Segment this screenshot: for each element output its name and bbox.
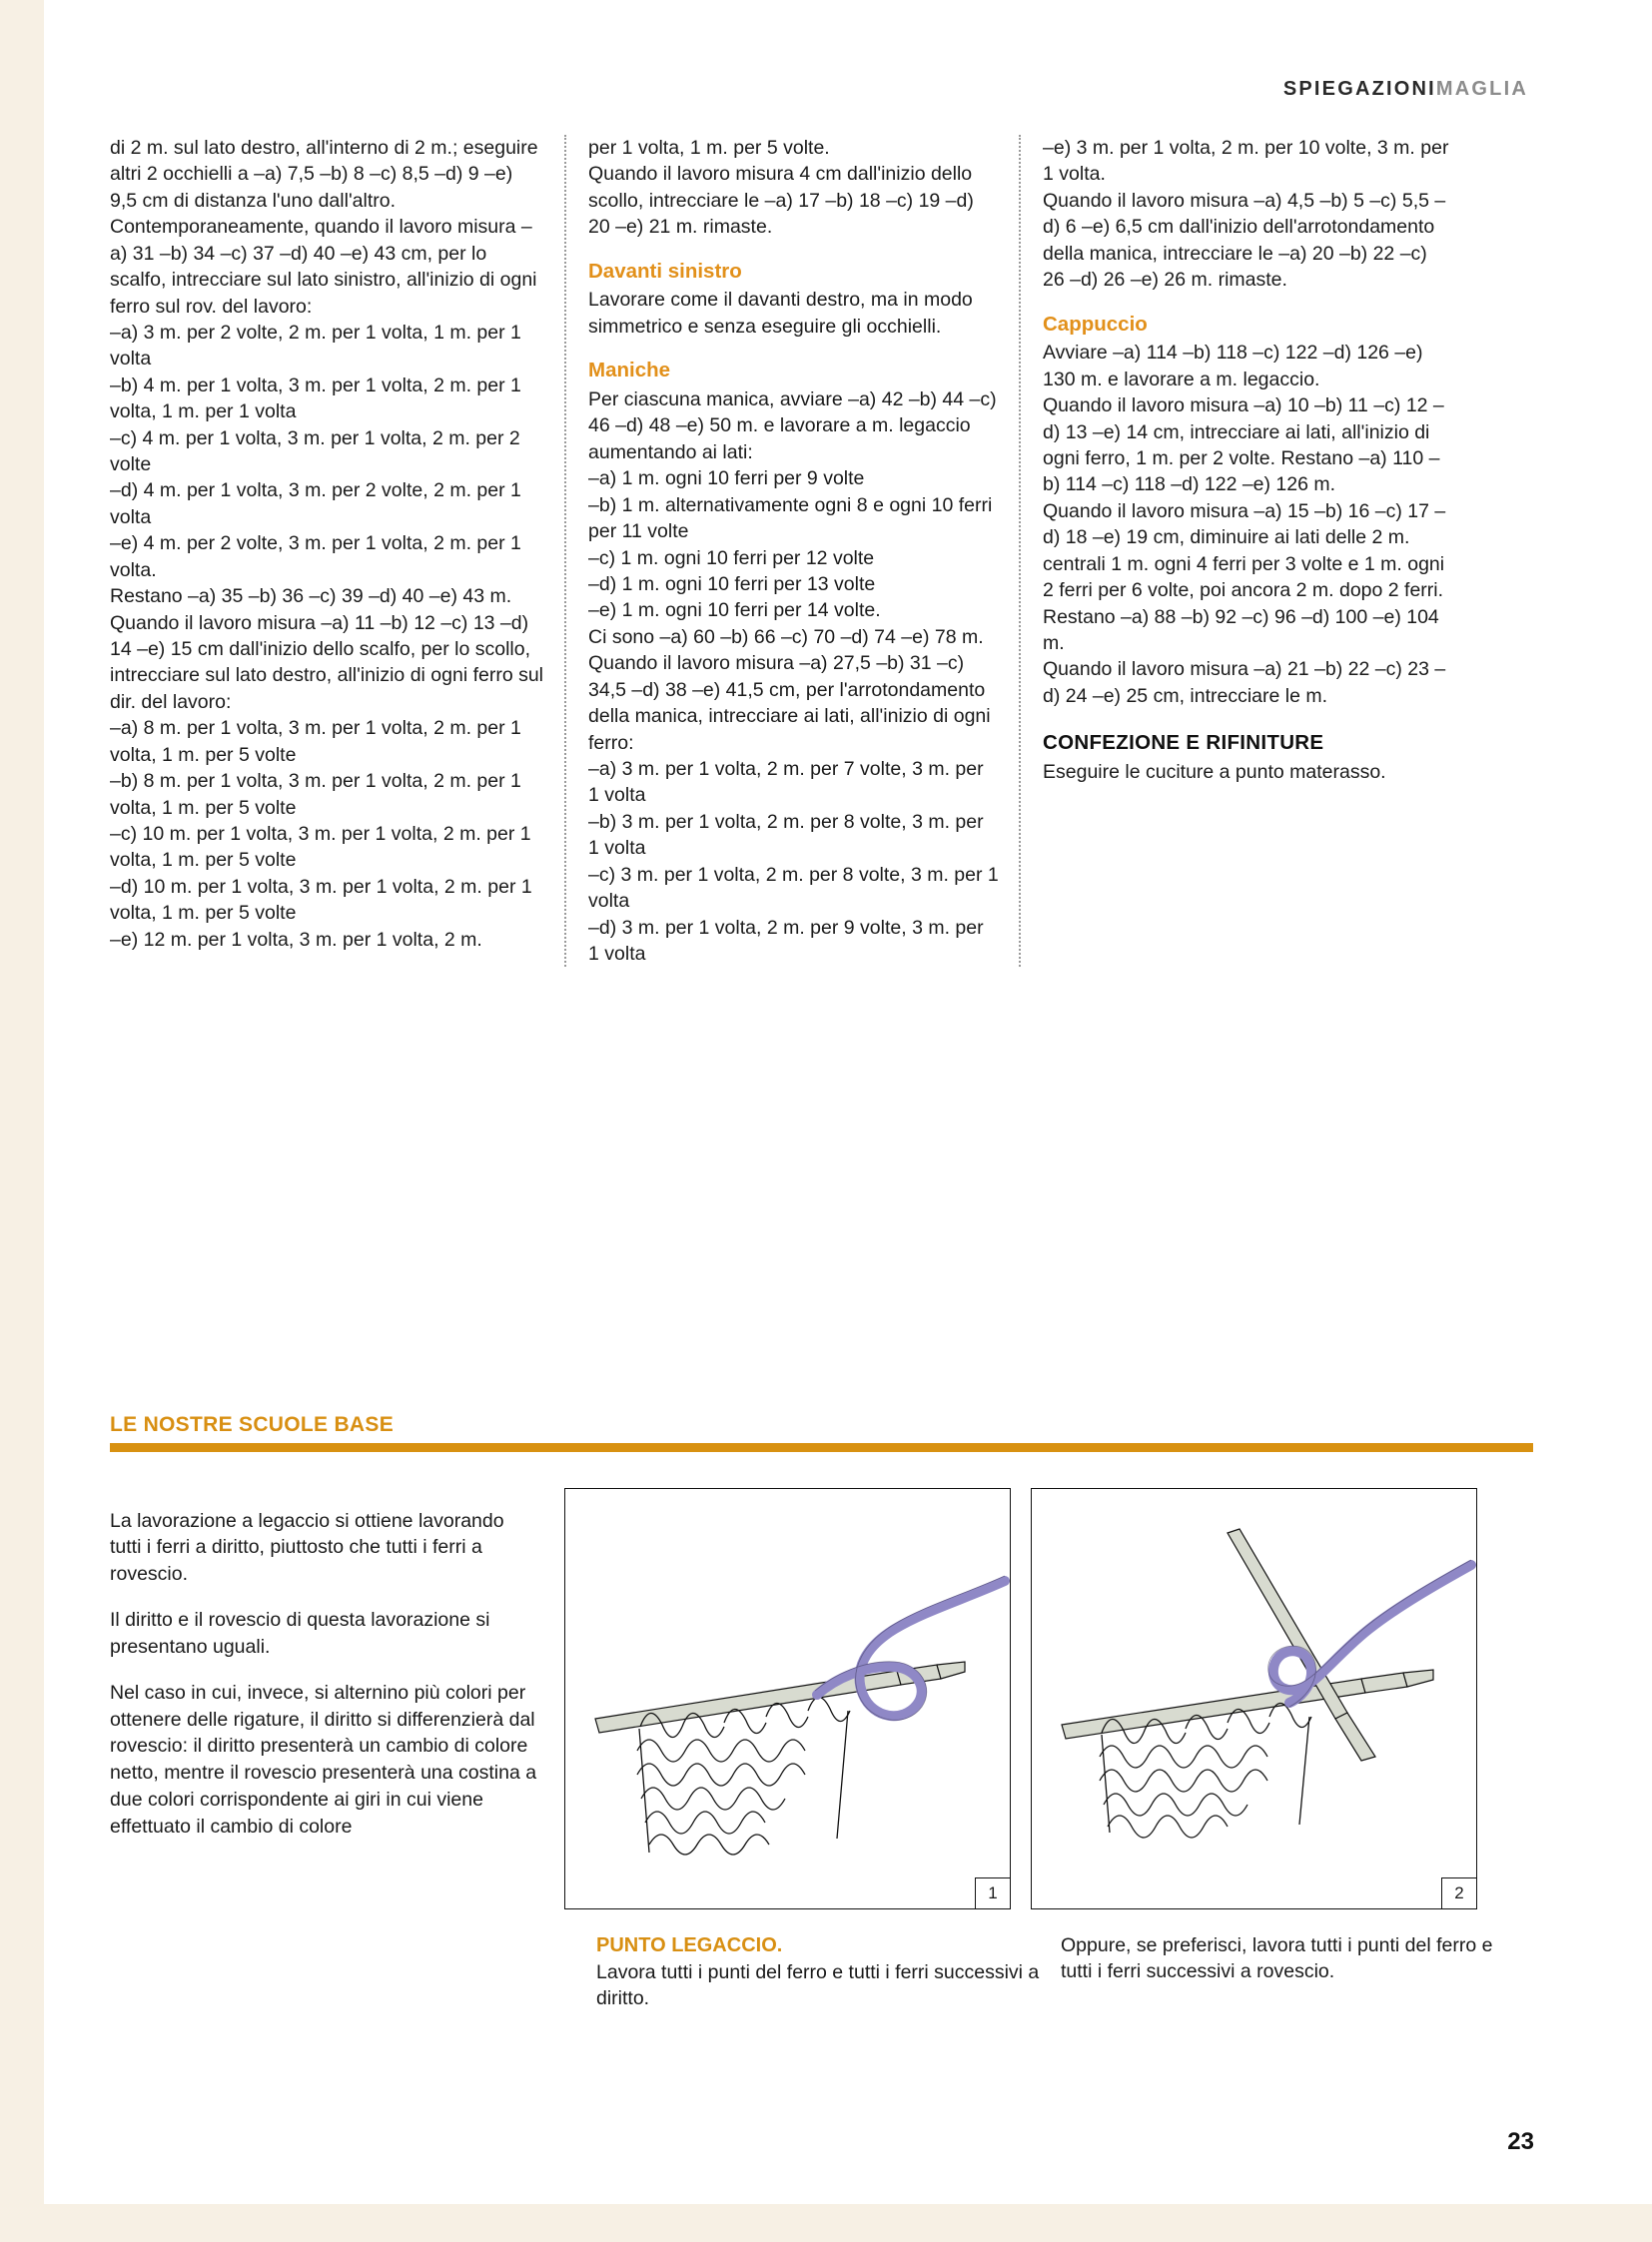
paragraph: –c) 4 m. per 1 volta, 3 m. per 1 volta, 2 m. per 2 volte (110, 426, 520, 476)
section-heading-davanti-sinistro: Davanti sinistro (588, 259, 742, 283)
section-heading-cappuccio: Cappuccio (1043, 312, 1148, 336)
paragraph: –a) 1 m. ogni 10 ferri per 9 volte (588, 467, 865, 490)
figure-number: 2 (1441, 1877, 1476, 1908)
column-left (110, 135, 564, 967)
paragraph: –a) 3 m. per 1 volta, 2 m. per 7 volte, 3 m. per 1 volta (588, 757, 984, 807)
figure-number: 1 (975, 1877, 1010, 1908)
page-header (110, 78, 1528, 101)
paragraph: Ci sono –a) 60 –b) 66 –c) 70 –d) 74 –e) 78 m. (588, 625, 984, 648)
paragraph: –a) 8 m. per 1 volta, 3 m. per 1 volta, 2 m. per 1 volta, 1 m. per 5 volte (110, 717, 521, 766)
header-title-bold: SPIEGAZIONI (1282, 78, 1436, 100)
garter-stitch-illustration-2 (1032, 1489, 1476, 1908)
scuole-base-content (110, 1488, 1533, 1909)
paragraph: La lavorazione a legaccio si ottiene lavorando tutti i ferri a diritto, piuttosto che tutti i ferri a rovescio. (110, 1509, 504, 1585)
caption-text: Lavora tutti i punti del ferro e tutti i ferri successivi a diritto. (596, 1961, 1040, 2010)
column-right (1019, 135, 1473, 967)
paragraph: –c) 10 m. per 1 volta, 3 m. per 1 volta, 2 m. per 1 volta, 1 m. per 5 volte (110, 822, 531, 872)
paragraph: Il diritto e il rovescio di questa lavorazione si presentano uguali. (110, 1609, 490, 1658)
caption-title: PUNTO LEGACCIO. (596, 1934, 783, 1956)
paragraph: –c) 3 m. per 1 volta, 2 m. per 8 volte, 3 m. per 1 volta (588, 863, 999, 913)
paragraph: –d) 3 m. per 1 volta, 2 m. per 9 volte, 3 m. per 1 volta (588, 916, 984, 965)
paragraph: Eseguire le cuciture a punto materasso. (1043, 760, 1386, 783)
paragraph: di 2 m. sul lato destro, all'interno di 2 m.; eseguire altri 2 occhielli a –a) 7,5 –b) 8 –c) 8,5 –d) 9 –e) 9,5 cm di distanza l'uno dall'altro. (110, 137, 538, 212)
paragraph: Lavorare come il davanti destro, ma in modo simmetrico e senza eseguire gli occhielli. (588, 289, 973, 338)
scuole-base-rule (110, 1443, 1533, 1452)
paragraph: –b) 3 m. per 1 volta, 2 m. per 8 volte, 3 m. per 1 volta (588, 810, 984, 860)
header-title-light: MAGLIA (1435, 78, 1528, 100)
caption-2 (1061, 1932, 1505, 2012)
figure-1 (564, 1488, 1011, 1909)
column-middle (564, 135, 1019, 967)
page-number: 23 (1507, 2128, 1534, 2155)
paragraph: Quando il lavoro misura –a) 10 –b) 11 –c) 12 –d) 13 –e) 14 cm, intrecciare ai lati, all'inizio di ogni ferro, 1 m. per 2 volte. Restano –a) 110 –b) 114 –c) 118 –d) 122 –e) 126 m. (1043, 394, 1444, 496)
garter-stitch-illustration-1 (565, 1489, 1010, 1908)
paragraph: –e) 3 m. per 1 volta, 2 m. per 10 volte, 3 m. per 1 volta. (1043, 137, 1449, 186)
paragraph: Per ciascuna manica, avviare –a) 42 –b) 44 –c) 46 –d) 48 –e) 50 m. e lavorare a m. legaccio aumentando ai lati: (588, 388, 997, 463)
paragraph: –c) 1 m. ogni 10 ferri per 12 volte (588, 546, 875, 569)
paragraph: –b) 1 m. alternativamente ogni 8 e ogni 10 ferri per 11 volte (588, 493, 993, 543)
figure-2 (1031, 1488, 1477, 1909)
scuole-base-band (110, 1413, 1533, 1452)
paragraph: Contemporaneamente, quando il lavoro misura –a) 31 –b) 34 –c) 37 –d) 40 –e) 43 cm, per lo scalfo, intrecciare sul lato sinistro, all'inizio di ogni ferro sul rov. del lavoro: (110, 216, 537, 318)
paragraph: per 1 volta, 1 m. per 5 volte. (588, 137, 830, 159)
paragraph: Quando il lavoro misura –a) 27,5 –b) 31 –c) 34,5 –d) 38 –e) 41,5 cm, per l'arrotondamento della manica, intrecciare ai lati, all'inizio di ogni ferro: (588, 652, 991, 754)
paragraph: –d) 1 m. ogni 10 ferri per 13 volte (588, 573, 876, 596)
paragraph: Quando il lavoro misura –a) 4,5 –b) 5 –c) 5,5 –d) 6 –e) 6,5 cm dall'inizio dell'arrotondamento della manica, intrecciare le –a) 20 –b) 22 –c) 26 –d) 26 –e) 26 m. rimaste. (1043, 189, 1446, 292)
paragraph: –a) 3 m. per 2 volte, 2 m. per 1 volta, 1 m. per 1 volta (110, 321, 521, 371)
figure-captions (596, 1932, 1533, 2012)
left-margin-strip (0, 0, 44, 2242)
paragraph: –e) 4 m. per 2 volte, 3 m. per 1 volta, 2 m. per 1 volta. (110, 532, 521, 581)
paragraph: –b) 4 m. per 1 volta, 3 m. per 1 volta, 2 m. per 1 volta, 1 m. per 1 volta (110, 374, 521, 423)
paragraph: Quando il lavoro misura –a) 11 –b) 12 –c) 13 –d) 14 –e) 15 cm dall'inizio dello scalfo, per lo scollo, intrecciare sul lato destro, all'inizio di ogni ferro sul dir. del lavoro: (110, 611, 544, 713)
paragraph: –b) 8 m. per 1 volta, 3 m. per 1 volta, 2 m. per 1 volta, 1 m. per 5 volte (110, 770, 521, 819)
section-heading-maniche: Maniche (588, 359, 671, 382)
paragraph: –d) 10 m. per 1 volta, 3 m. per 1 volta, 2 m. per 1 volta, 1 m. per 5 volte (110, 875, 532, 925)
caption-text: Oppure, se preferisci, lavora tutti i punti del ferro e tutti i ferri successivi a rovescio. (1061, 1934, 1493, 1983)
scuole-base-text (110, 1488, 564, 1909)
paragraph: Quando il lavoro misura –a) 15 –b) 16 –c) 17 –d) 18 –e) 19 cm, diminuire ai lati delle 2 m. centrali 1 m. ogni 4 ferri per 3 volte e 1 m. ogni 2 ferri per 6 volte, poi ancora 2 m. dopo 2 ferri. Restano –a) 88 –b) 92 –c) 96 –d) 100 –e) 104 m. (1043, 499, 1446, 654)
article-columns (110, 135, 1533, 967)
bottom-margin-strip (0, 2204, 1652, 2242)
section-heading-confezione-rifiniture: CONFEZIONE E RIFINITURE (1043, 731, 1324, 755)
paragraph: Quando il lavoro misura 4 cm dall'inizio dello scollo, intrecciare le –a) 17 –b) 18 –c) 19 –d) 20 –e) 21 m. rimaste. (588, 163, 974, 239)
scuole-base-title: LE NOSTRE SCUOLE BASE (110, 1413, 394, 1436)
figure-group (564, 1488, 1477, 1909)
paragraph: Nel caso in cui, invece, si alternino più colori per ottenere delle rigature, il diritto si differenzierà dal rovescio: il diritto presenterà un cambio di colore netto, mentre il rovescio presenterà una costina a due colori corrispondente ai giri in cui viene effettuato il cambio di colore (110, 1682, 537, 1838)
paragraph: –e) 12 m. per 1 volta, 3 m. per 1 volta, 2 m. (110, 928, 482, 951)
paragraph: –d) 4 m. per 1 volta, 3 m. per 2 volte, 2 m. per 1 volta (110, 479, 521, 528)
paragraph: Avviare –a) 114 –b) 118 –c) 122 –d) 126 –e) 130 m. e lavorare a m. legaccio. (1043, 342, 1423, 390)
paragraph: Restano –a) 35 –b) 36 –c) 39 –d) 40 –e) 43 m. (110, 585, 512, 608)
paragraph: –e) 1 m. ogni 10 ferri per 14 volte. (588, 599, 881, 622)
caption-1 (596, 1932, 1041, 2012)
paragraph: Quando il lavoro misura –a) 21 –b) 22 –c) 23 –d) 24 –e) 25 cm, intrecciare le m. (1043, 658, 1446, 707)
